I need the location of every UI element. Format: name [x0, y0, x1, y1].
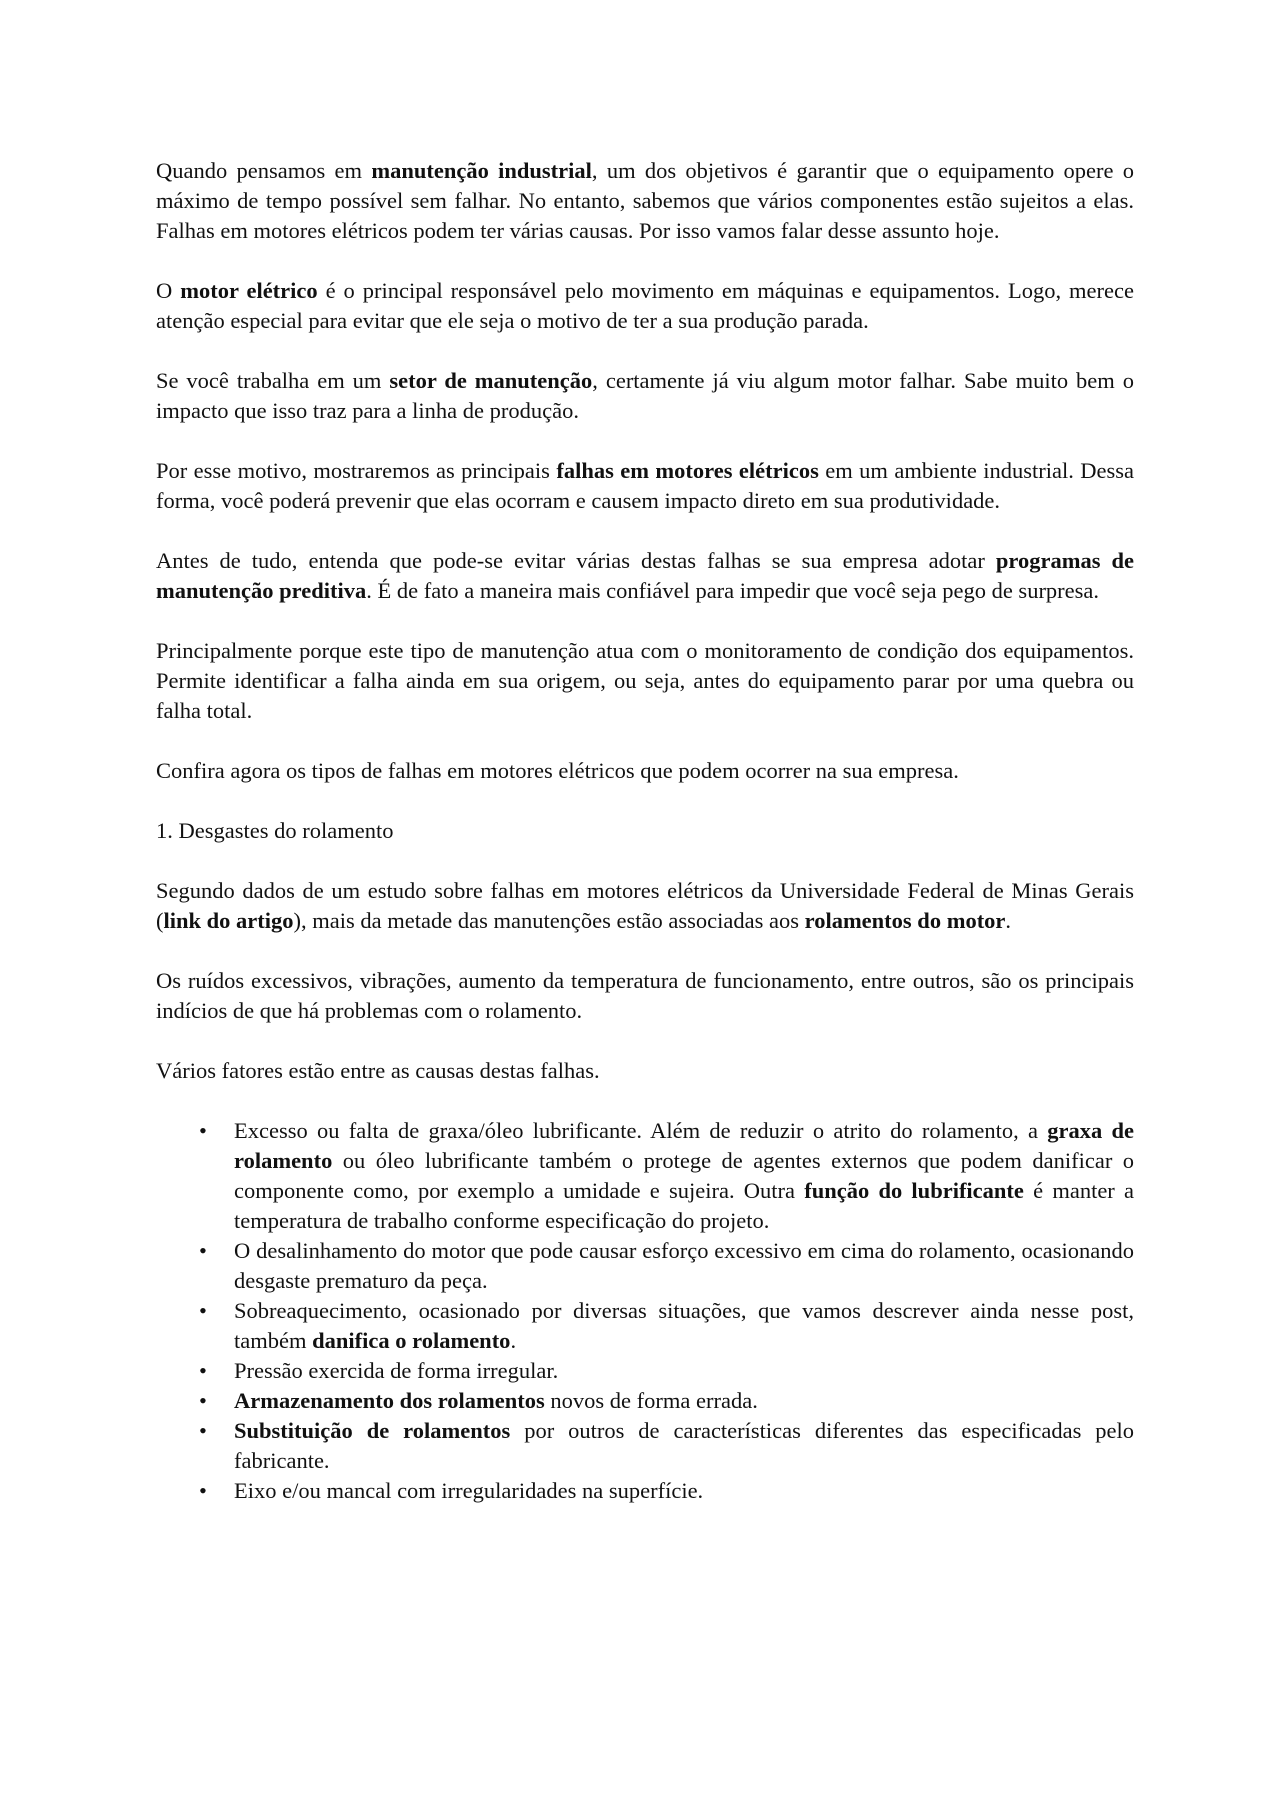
document-body: [156, 156, 1134, 1086]
text-run: Excesso ou falta de graxa/óleo lubrificante. Além de reduzir o atrito do rolamento, a: [234, 1118, 1048, 1143]
paragraph-monitoramento: [156, 636, 1134, 726]
text-run: Antes de tudo, entenda que pode-se evitar várias destas falhas se sua empresa adotar: [156, 548, 996, 573]
text-run: ou óleo lubrificante também o protege de agentes externos que podem danificar o componente como, por exemplo a umidade e sujeira. Outra: [234, 1148, 1134, 1203]
bold-text: motor elétrico: [180, 278, 318, 303]
paragraph-setor-manutencao: [156, 366, 1134, 426]
text-run: novos de forma errada.: [544, 1388, 758, 1413]
bold-text: Substituição de rolamentos: [234, 1418, 511, 1443]
bold-text: setor de manutenção: [389, 368, 593, 393]
bullet-icon: •: [199, 1238, 207, 1263]
text-run: Confira agora os tipos de falhas em motores elétricos que podem ocorrer na sua empresa.: [156, 758, 959, 783]
paragraph-manutencao-preditiva: [156, 546, 1134, 606]
bullet-item: [156, 1386, 1134, 1416]
document-page: [156, 156, 1134, 1506]
bold-text: graxa de rolamento: [234, 1118, 1134, 1173]
text-run: por outros de características diferentes das especificadas pelo fabricante.: [234, 1418, 1135, 1473]
paragraph-ruidos: [156, 966, 1134, 1026]
paragraph-principais-falhas: [156, 456, 1134, 516]
text-run: Os ruídos excessivos, vibrações, aumento da temperatura de funcionamento, entre outros, são os principais indícios de que há problemas com o rolamento.: [156, 968, 1134, 1023]
text-run: O desalinhamento do motor que pode causar esforço excessivo em cima do rolamento, ocasionando desgaste prematuro da peça.: [234, 1238, 1134, 1293]
bold-text: danifica o rolamento: [312, 1328, 511, 1353]
text-run: .: [1005, 908, 1012, 933]
paragraph-varios-fatores: [156, 1056, 1134, 1086]
bullet-icon: •: [199, 1118, 207, 1143]
text-run: , certamente já viu algum motor falhar. Sabe muito bem o impacto que isso traz para a linha de produção.: [156, 368, 1134, 423]
text-run: em um ambiente industrial. Dessa forma, você poderá prevenir que elas ocorram e causem impacto direto em sua produtividade.: [156, 458, 1134, 513]
text-run: é manter a temperatura de trabalho conforme especificação do projeto.: [234, 1178, 1134, 1233]
text-run: Sobreaquecimento, ocasionado por diversas situações, que vamos descrever ainda nesse post, também: [234, 1298, 1134, 1353]
bullet-icon: •: [199, 1358, 207, 1383]
bullet-item: [156, 1416, 1134, 1476]
bold-text: falhas em motores elétricos: [556, 458, 819, 483]
bold-text: programas de manutenção preditiva: [156, 548, 1134, 603]
causes-bullet-list: [156, 1116, 1134, 1506]
bullet-item: [156, 1356, 1134, 1386]
text-run: .: [510, 1328, 517, 1353]
bullet-icon: •: [199, 1418, 207, 1443]
bullet-item: [156, 1476, 1134, 1506]
bold-text: Armazenamento dos rolamentos: [234, 1388, 545, 1413]
text-run: , um dos objetivos é garantir que o equipamento opere o máximo de tempo possível sem falhar. No entanto, sabemos que vários componentes estão sujeitos a elas. Falhas em motores elétricos podem ter várias causas. Por isso vamos falar desse assunto hoje.: [156, 158, 1135, 243]
text-run: Se você trabalha em um: [156, 368, 390, 393]
text-run: . É de fato a maneira mais confiável para impedir que você seja pego de surpresa.: [366, 578, 1100, 603]
text-run: Vários fatores estão entre as causas destas falhas.: [156, 1058, 600, 1083]
bold-text: manutenção industrial: [371, 158, 592, 183]
bullet-icon: •: [199, 1478, 207, 1503]
bold-text: link do artigo: [163, 908, 294, 933]
text-run: ), mais da metade das manutenções estão associadas aos: [293, 908, 805, 933]
text-run: 1. Desgastes do rolamento: [156, 818, 394, 843]
bullet-item: [156, 1116, 1134, 1236]
text-run: Segundo dados de um estudo sobre falhas em motores elétricos da Universidade Federal de Minas Gerais (: [156, 878, 1134, 933]
bullet-icon: •: [199, 1298, 207, 1323]
text-run: Pressão exercida de forma irregular.: [234, 1358, 559, 1383]
text-run: Principalmente porque este tipo de manutenção atua com o monitoramento de condição dos equipamentos. Permite identificar a falha ainda em sua origem, ou seja, antes do equipamento parar por uma quebra ou falha total.: [156, 638, 1134, 723]
paragraph-estudo-ufmg: [156, 876, 1134, 936]
text-run: Quando pensamos em: [156, 158, 372, 183]
text-run: Eixo e/ou mancal com irregularidades na superfície.: [234, 1478, 704, 1503]
paragraph-heading-1: [156, 816, 1134, 846]
paragraph-confira: [156, 756, 1134, 786]
bullet-item: [156, 1296, 1134, 1356]
bullet-item: [156, 1236, 1134, 1296]
paragraph-intro: [156, 156, 1134, 246]
bullet-icon: •: [199, 1388, 207, 1413]
bold-text: função do lubrificante: [804, 1178, 1024, 1203]
text-run: Por esse motivo, mostraremos as principais: [156, 458, 557, 483]
paragraph-motor-eletrico: [156, 276, 1134, 336]
text-run: O: [156, 278, 181, 303]
bold-text: rolamentos do motor: [804, 908, 1006, 933]
text-run: é o principal responsável pelo movimento em máquinas e equipamentos. Logo, merece atenção especial para evitar que ele seja o motivo de ter a sua produção parada.: [156, 278, 1134, 333]
